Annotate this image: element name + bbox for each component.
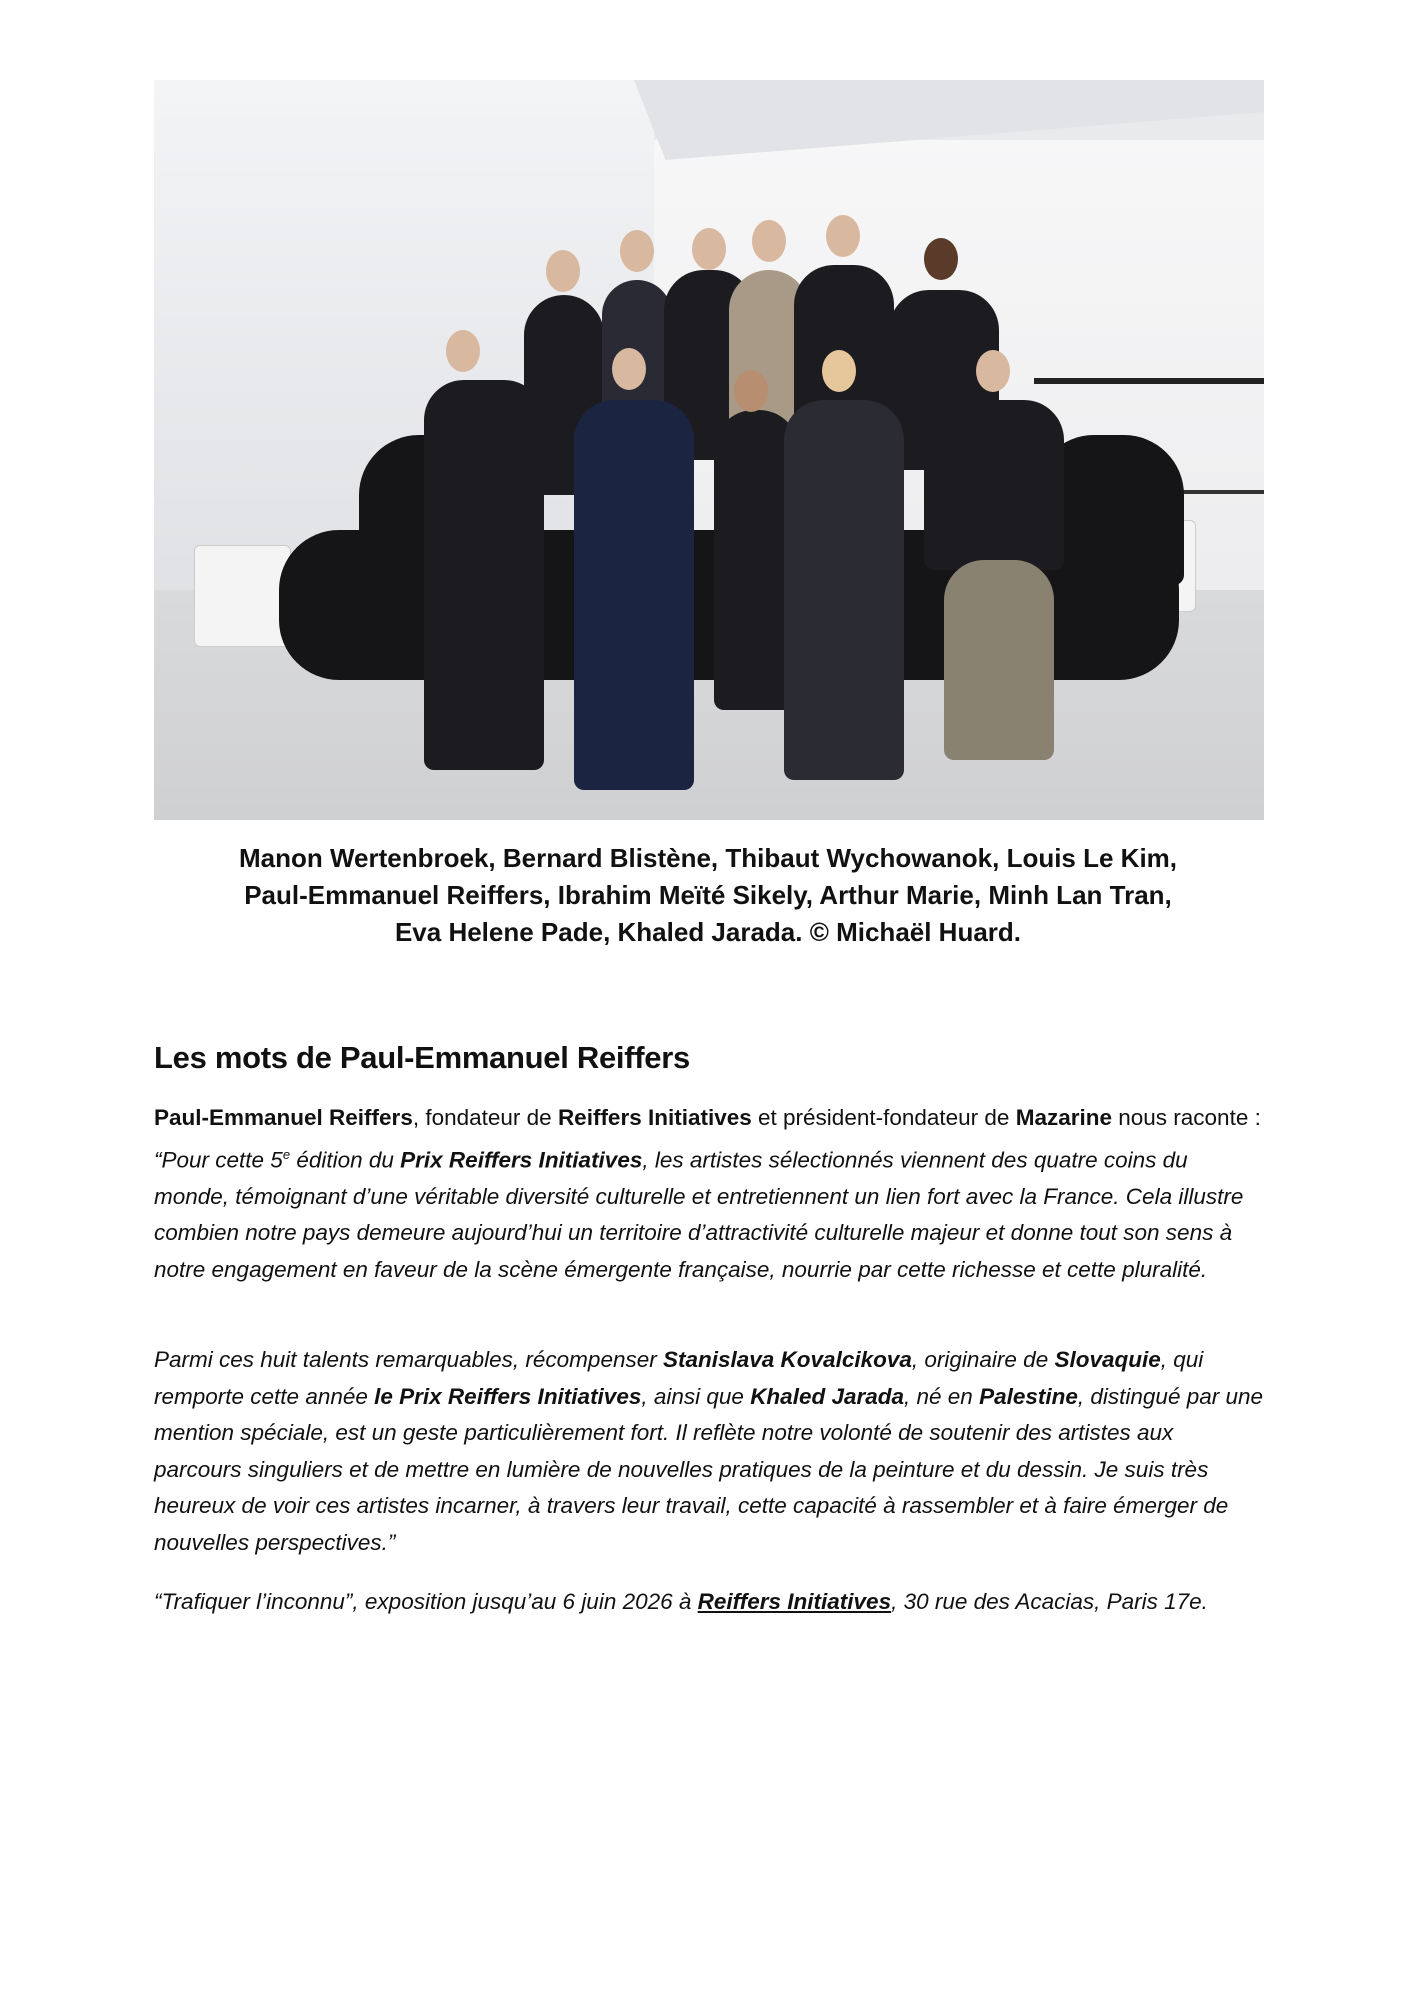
text: , fondateur de — [412, 1105, 558, 1130]
ordinal-sup: e — [282, 1146, 291, 1162]
country-text: Slovaquie — [1054, 1347, 1161, 1372]
photo-side-table — [194, 545, 291, 647]
paragraph-quote — [154, 1342, 1264, 1561]
quote-text: , qui remporte cette année — [154, 1347, 1204, 1409]
quote-text: , les artistes sélectionnés viennent des quatre coins du monde, témoignant d’une véritable diversité culturelle et entretiennent un lien fort avec la France. Cela illustre combien notre pays demeure aujourd’hui un territoire d’attractivité culturelle majeur et donne tout son sens à notre engagement en faveur de la scène émergente française, nourrie par cette richesse et cette pluralité. — [154, 1147, 1244, 1282]
text: , 30 rue des Acacias, Paris 17e. — [891, 1589, 1208, 1614]
caption-line: Paul-Emmanuel Reiffers, Ibrahim Meïté Sikely, Arthur Marie, Minh Lan Tran, — [244, 880, 1172, 910]
photo-person — [752, 220, 786, 262]
photo-person — [734, 370, 768, 412]
caption-line: Eva Helene Pade, Khaled Jarada. © Michaël Huard. — [394, 917, 1022, 947]
text: et président-fondateur de — [751, 1105, 1016, 1130]
name-text: Khaled Jarada — [750, 1383, 905, 1409]
photo-person — [612, 348, 646, 390]
quote-text: Parmi ces huit talents remarquables, récompenser — [154, 1347, 663, 1372]
photo-caption — [154, 840, 1262, 951]
paragraph-intro — [154, 1100, 1264, 1288]
photo-person — [976, 350, 1010, 392]
photo-person — [692, 228, 726, 270]
photo-person — [424, 380, 544, 770]
photo-person — [924, 400, 1064, 570]
section-heading: Les mots de Paul-Emmanuel Reiffers — [154, 1040, 690, 1075]
quote-text: , né en — [904, 1383, 980, 1409]
quote-text: , ainsi que — [641, 1383, 751, 1409]
caption-line: Manon Wertenbroek, Bernard Blistène, Thibaut Wychowanok, Louis Le Kim, — [238, 843, 1178, 873]
paragraph-exhibition — [154, 1584, 1264, 1621]
photo-person — [822, 350, 856, 392]
quote-text: “Pour cette 5 — [154, 1147, 283, 1172]
prize-text: le Prix Reiffers Initiatives — [374, 1383, 642, 1409]
photo-person — [546, 250, 580, 292]
photo-person — [574, 400, 694, 790]
text: nous raconte : — [1112, 1105, 1261, 1130]
name-text: Stanislava Kovalcikova — [662, 1347, 912, 1372]
country-text: Palestine — [979, 1383, 1078, 1409]
org-text: Mazarine — [1015, 1105, 1112, 1130]
photo-person — [446, 330, 480, 372]
name-text: Paul-Emmanuel Reiffers — [154, 1105, 413, 1130]
photo-person — [826, 215, 860, 257]
group-photo — [154, 80, 1264, 820]
quote-text: édition du — [290, 1147, 401, 1172]
text: “Trafiquer l’inconnu”, exposition jusqu’au 6 juin 2026 à — [154, 1589, 698, 1614]
photo-rail — [1034, 378, 1264, 384]
photo-person — [620, 230, 654, 272]
photo-person — [784, 400, 904, 780]
photo-person — [924, 238, 958, 280]
org-text: Reiffers Initiatives — [557, 1105, 752, 1130]
reiffers-initiatives-link[interactable]: Reiffers Initiatives — [697, 1589, 892, 1614]
photo-person — [944, 560, 1054, 760]
quote-text: , originaire de — [911, 1347, 1055, 1372]
prize-text: Prix Reiffers Initiatives — [400, 1147, 643, 1172]
quote-text: , distingué par une mention spéciale, est un geste particulièrement fort. Il reflète notre volonté de soutenir des artistes aux parcours singuliers et de mettre en lumière de nouvelles pratiques de la peinture et du dessin. Je suis très heureux de voir ces artistes incarner, à travers leur travail, cette capacité à rassembler et à faire émerger de nouvelles perspectives.” — [154, 1383, 1264, 1555]
